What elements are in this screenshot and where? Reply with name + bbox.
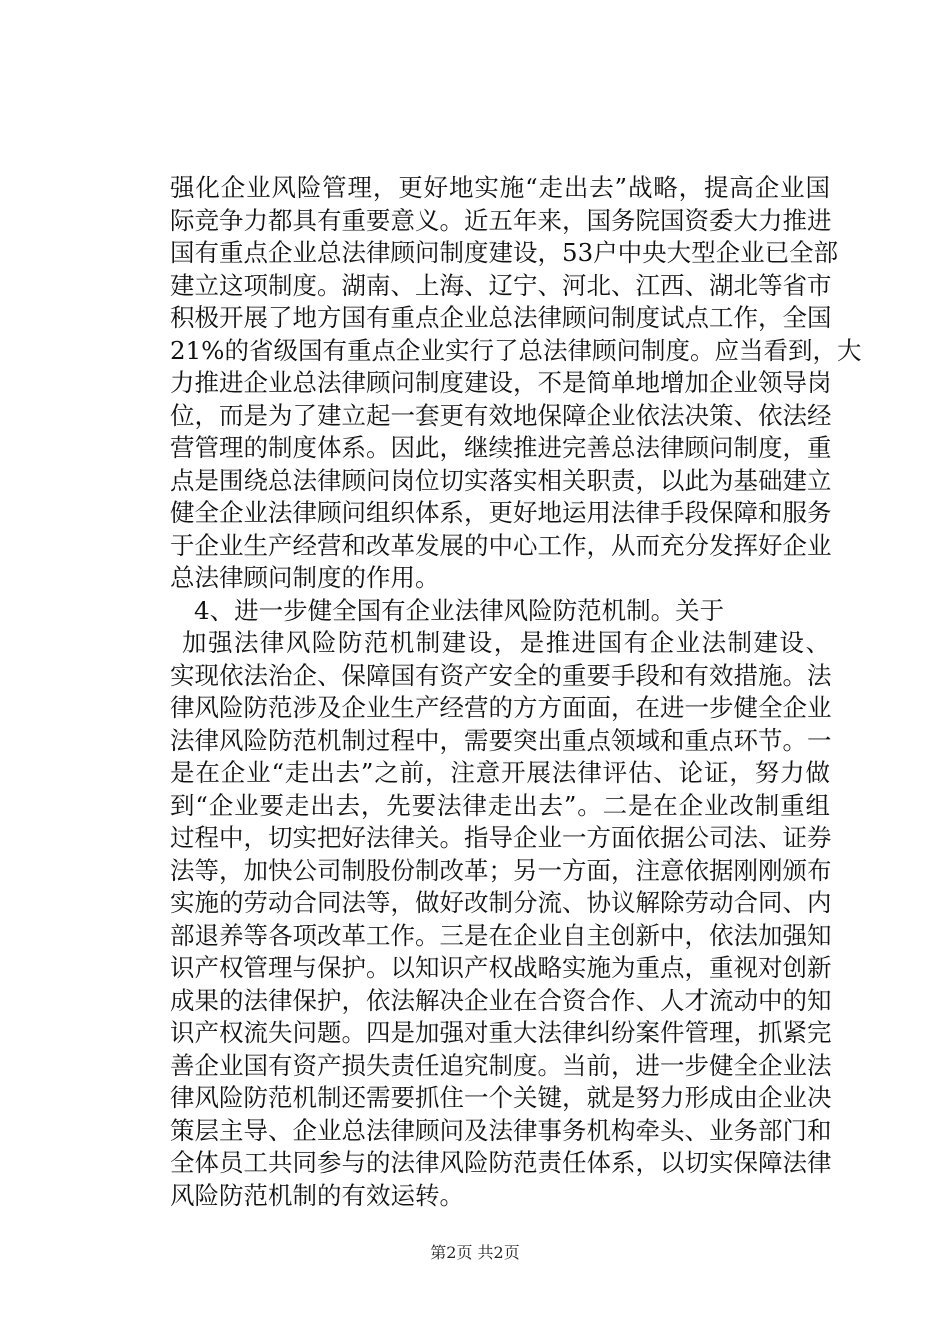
text-line: 识产权流失问题。四是加强对重大法律纠纷案件管理，抓紧完 [170, 1018, 832, 1047]
text-line: 法等，加快公司制股份制改革；另一方面，注意依据刚刚颁布 [170, 855, 832, 885]
text-line: 国有重点企业总法律顾问制度建设，53户中央大型企业已全部 [170, 238, 839, 267]
text-line: 21%的省级国有重点企业实行了总法律顾问制度。应当看到，大 [170, 335, 862, 365]
body-text [170, 172, 862, 1212]
text-line: 力推进企业总法律顾问制度建设，不是简单地增加企业领导岗 [170, 368, 832, 397]
text-line: 过程中，切实把好法律关。指导企业一方面依据公司法、证券 [170, 823, 832, 852]
text-line: 实现依法治企、保障国有资产安全的重要手段和有效措施。法 [170, 660, 832, 690]
text-line: 积极开展了地方国有重点企业总法律顾问制度试点工作，全国 [170, 303, 832, 332]
text-line: 律风险防范机制还需要抓住一个关键，就是努力形成由企业决 [170, 1083, 832, 1112]
text-line: 成果的法律保护，依法解决企业在合资合作、人才流动中的知 [170, 985, 832, 1015]
text-line: 到“企业要走出去，先要法律走出去”。二是在企业改制重组 [170, 790, 830, 820]
text-line: 加强法律风险防范机制建设，是推进国有企业法制建设、 [182, 628, 830, 657]
text-line: 建立这项制度。湖南、上海、辽宁、河北、江西、湖北等省市 [170, 270, 832, 300]
text-line: 法律风险防范机制过程中，需要突出重点领域和重点环节。一 [170, 725, 832, 755]
text-line: 于企业生产经营和改革发展的中心工作，从而充分发挥好企业 [170, 530, 832, 560]
text-line: 善企业国有资产损失责任追究制度。当前，进一步健全企业法 [170, 1050, 832, 1080]
text-line: 位，而是为了建立起一套更有效地保障企业依法决策、依法经 [170, 400, 832, 430]
text-line: 健全企业法律顾问组织体系，更好地运用法律手段保障和服务 [170, 498, 832, 527]
text-line: 策层主导、企业总法律顾问及法律事务机构牵头、业务部门和 [170, 1115, 832, 1145]
page-footer: 第2页 共2页 [430, 1243, 520, 1262]
section-heading: 4、进一步健全国有企业法律风险防范机制。关于 [194, 595, 725, 625]
text-line: 实施的劳动合同法等，做好改制分流、协议解除劳动合同、内 [170, 888, 832, 917]
text-line: 总法律顾问制度的作用。 [170, 563, 440, 592]
text-line: 识产权管理与保护。以知识产权战略实施为重点，重视对创新 [170, 953, 832, 982]
text-line: 律风险防范涉及企业生产经营的方方面面，在进一步健全企业 [170, 693, 832, 722]
text-line: 营管理的制度体系。因此，继续推进完善总法律顾问制度，重 [170, 433, 832, 462]
text-line: 风险防范机制的有效运转。 [170, 1180, 464, 1210]
text-line: 是在企业“走出去”之前，注意开展法律评估、论证，努力做 [170, 758, 830, 787]
text-line: 际竞争力都具有重要意义。近五年来，国务院国资委大力推进 [170, 205, 832, 235]
text-line: 强化企业风险管理，更好地实施“走出去”战略，提高企业国 [170, 173, 830, 202]
text-line: 点是围绕总法律顾问岗位切实落实相关职责，以此为基础建立 [170, 465, 832, 495]
text-line: 全体员工共同参与的法律风险防范责任体系，以切实保障法律 [170, 1148, 832, 1177]
text-line: 部退养等各项改革工作。三是在企业自主创新中，依法加强知 [170, 920, 832, 950]
